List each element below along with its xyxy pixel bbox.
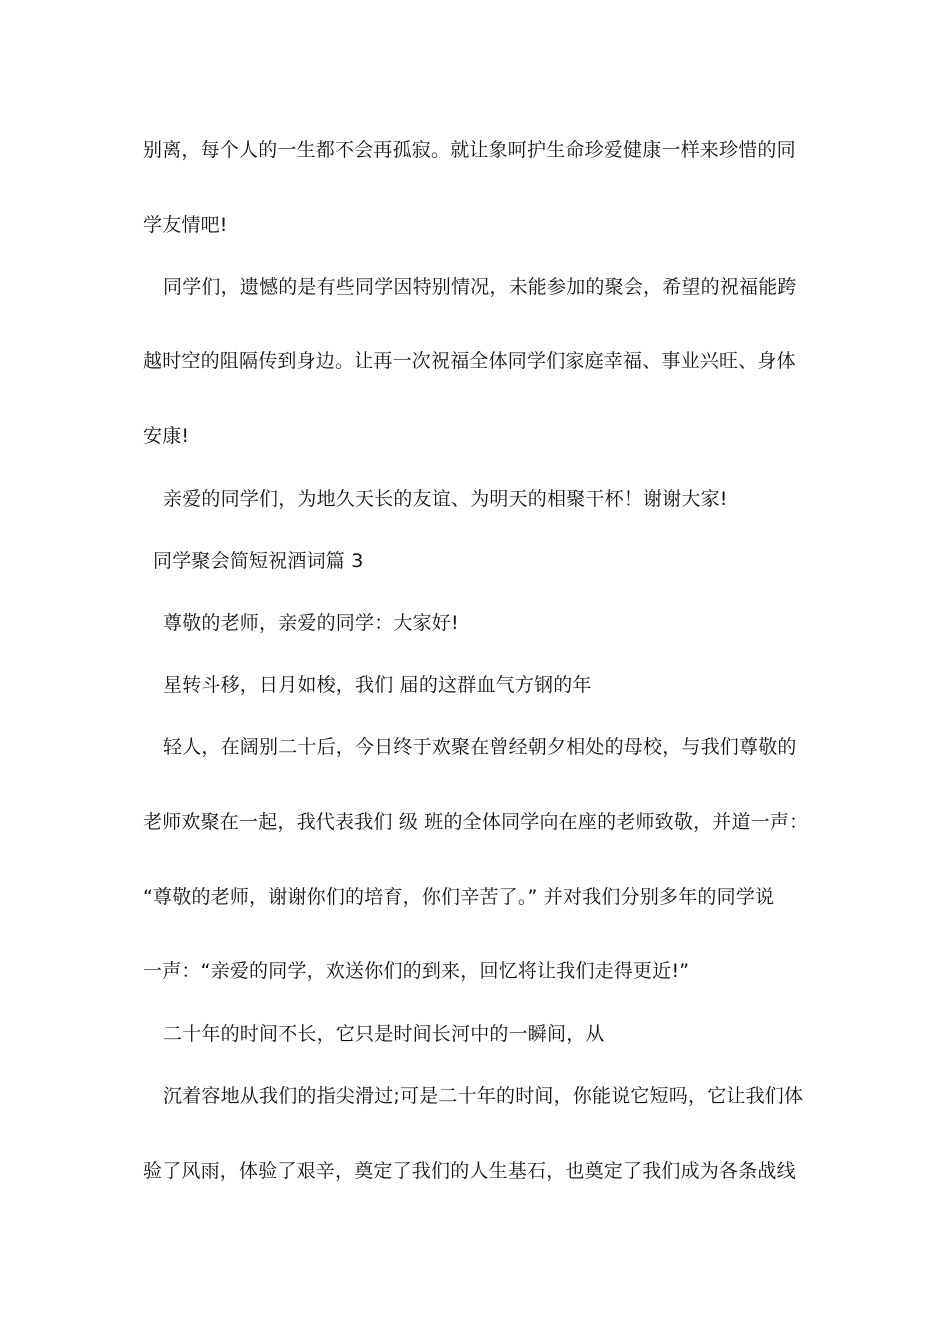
paragraph-line: 安康! — [143, 425, 190, 447]
paragraph-line: 老师欢聚在一起，我代表我们 级 班的全体同学向在座的老师致敬，并道一声： — [143, 811, 809, 833]
paragraph-line: 二十年的时间不长，它只是时间长河中的一瞬间，从 — [163, 1023, 605, 1045]
paragraph-line: 一声：“亲爱的同学，欢送你们的到来，回忆将让我们走得更近!” — [143, 960, 690, 982]
paragraph-line: 别离，每个人的一生都不会再孤寂。就让象呵护生命珍爱健康一样来珍惜的同 — [143, 139, 796, 161]
paragraph-line: 星转斗移，日月如梭，我们 届的这群血气方钢的年 — [163, 674, 592, 696]
paragraph-line: 越时空的阻隔传到身边。让再一次祝福全体同学们家庭幸福、事业兴旺、身体 — [143, 350, 796, 372]
paragraph-line: 学友情吧! — [143, 214, 228, 236]
paragraph-line: 验了风雨，体验了艰辛，奠定了我们的人生基石，也奠定了我们成为各条战线 — [143, 1160, 796, 1182]
section-heading: 同学聚会简短祝酒词篇 3 — [153, 550, 364, 572]
paragraph-line: 同学们，遗憾的是有些同学因特别情况，未能参加的聚会，希望的祝福能跨 — [163, 276, 797, 298]
paragraph-line: 轻人，在阔别二十后，今日终于欢聚在曾经朝夕相处的母校，与我们尊敬的 — [163, 736, 797, 758]
paragraph-line: 尊敬的老师，亲爱的同学：大家好! — [163, 612, 459, 634]
paragraph-line: 亲爱的同学们，为地久天长的友谊、为明天的相聚干杯！谢谢大家! — [163, 488, 728, 510]
paragraph-line: 沉着容地从我们的指尖滑过;可是二十年的时间，你能说它短吗，它让我们体 — [163, 1085, 804, 1107]
paragraph-line: “尊敬的老师，谢谢你们的培育，你们辛苦了。” 并对我们分别多年的同学说 — [143, 886, 775, 908]
